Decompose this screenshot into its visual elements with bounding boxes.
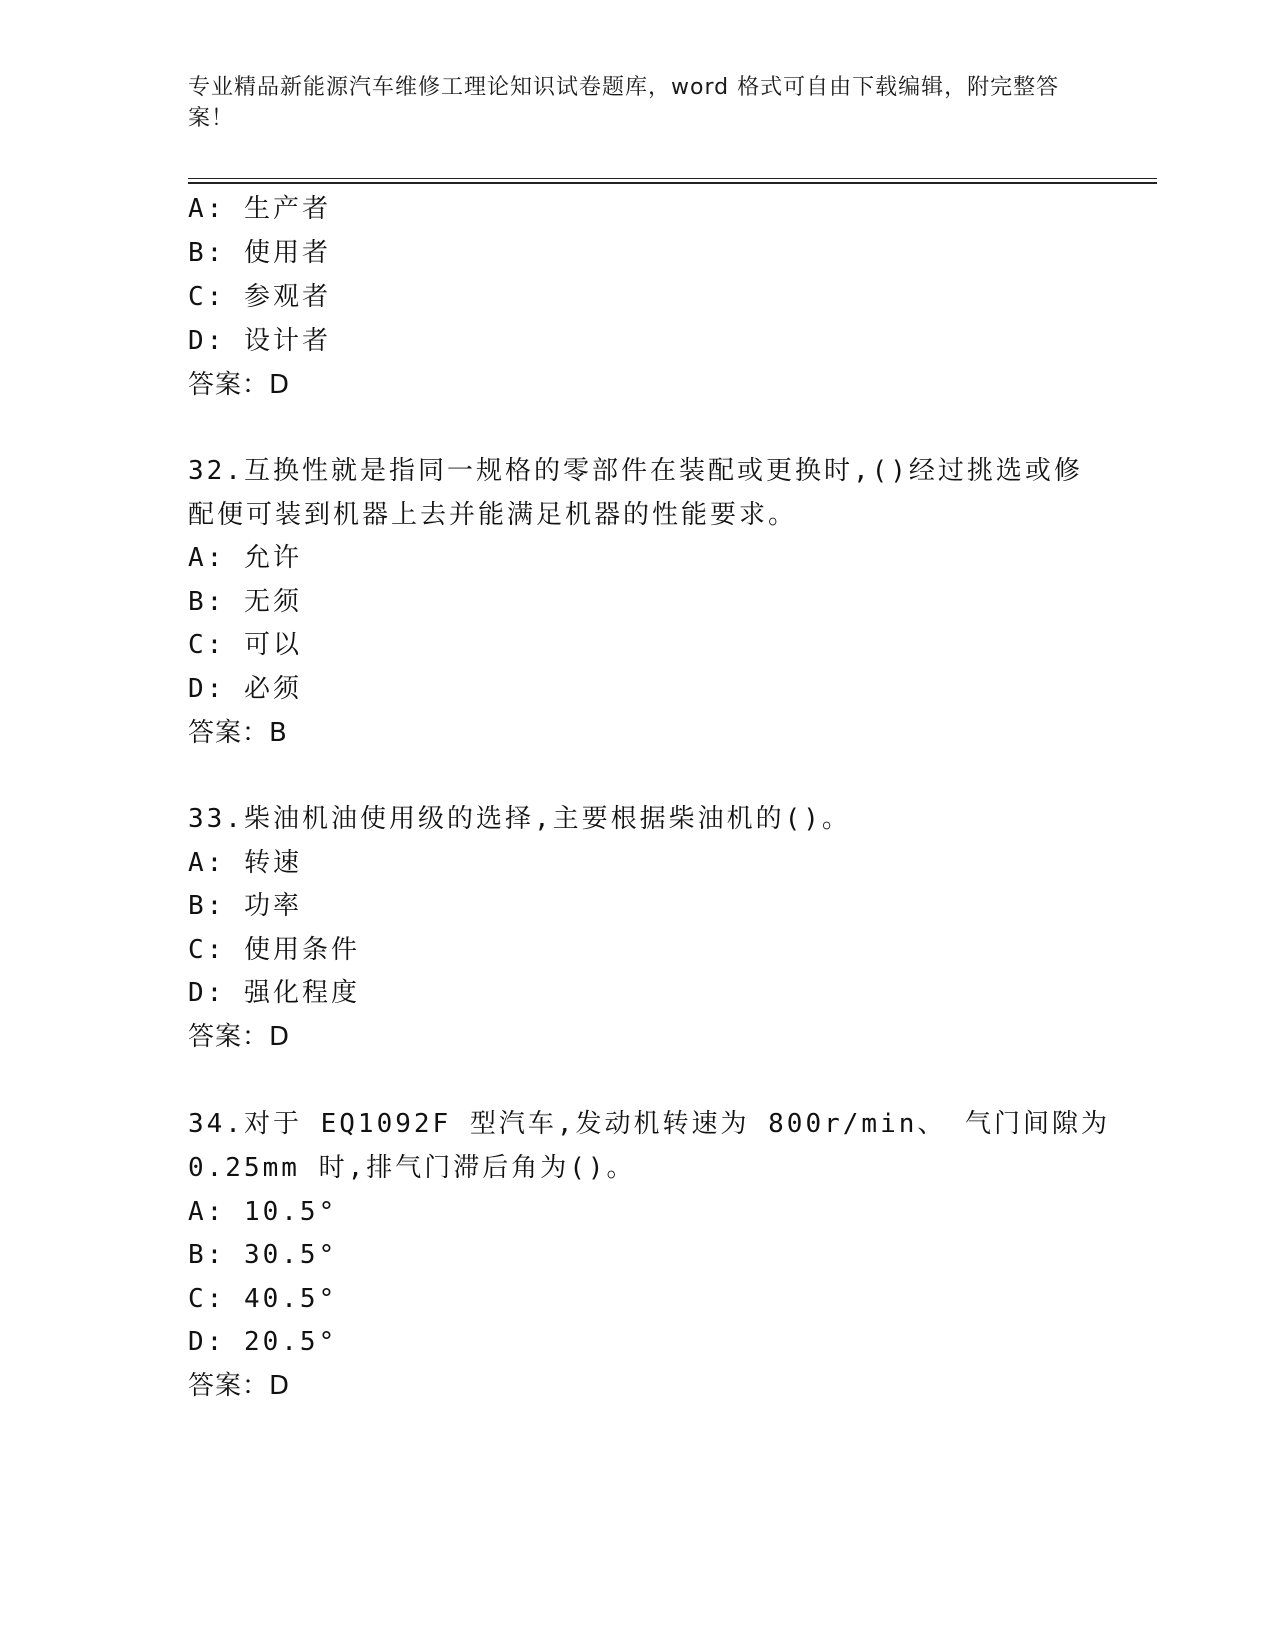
option-b: B: 30.5°: [188, 1240, 338, 1270]
option-b: B: 功率: [188, 891, 302, 921]
answer-line: 答案：D: [188, 1022, 291, 1052]
question-stem-line: 32.互换性就是指同一规格的零部件在装配或更换时,()经过挑选或修: [188, 456, 1083, 486]
answer-line: 答案：D: [188, 1371, 291, 1401]
question-stem-line: 配便可装到机器上去并能满足机器的性能要求。: [188, 500, 798, 530]
question-stem-line: 33.柴油机油使用级的选择,主要根据柴油机的()。: [188, 804, 851, 834]
option-c: C: 40.5°: [188, 1284, 338, 1314]
option-c: C: 可以: [188, 630, 302, 660]
option-a: A: 转速: [188, 848, 302, 878]
header-divider-thin: [188, 178, 1157, 179]
document-header: 专业精品新能源汽车维修工理论知识试卷题库，word 格式可自由下载编辑，附完整答案！: [188, 75, 1060, 131]
option-d: D: 必须: [188, 674, 302, 704]
option-b: B: 无须: [188, 587, 302, 617]
option-d: D: 强化程度: [188, 978, 360, 1008]
question-stem-line: 0.25mm 时,排气门滞后角为()。: [188, 1153, 636, 1183]
answer-line: 答案：D: [188, 370, 291, 400]
option-d: D: 20.5°: [188, 1327, 338, 1357]
option-a: A: 10.5°: [188, 1197, 338, 1227]
option-d: D: 设计者: [188, 326, 331, 356]
option-b: B: 使用者: [188, 238, 331, 268]
option-c: C: 参观者: [188, 282, 331, 312]
option-a: A: 生产者: [188, 194, 331, 224]
option-c: C: 使用条件: [188, 935, 360, 965]
question-stem-line: 34.对于 EQ1092F 型汽车,发动机转速为 800r/min、 气门间隙为: [188, 1109, 1111, 1139]
answer-line: 答案：B: [188, 718, 288, 748]
header-divider-thick: [188, 182, 1157, 184]
option-a: A: 允许: [188, 543, 302, 573]
